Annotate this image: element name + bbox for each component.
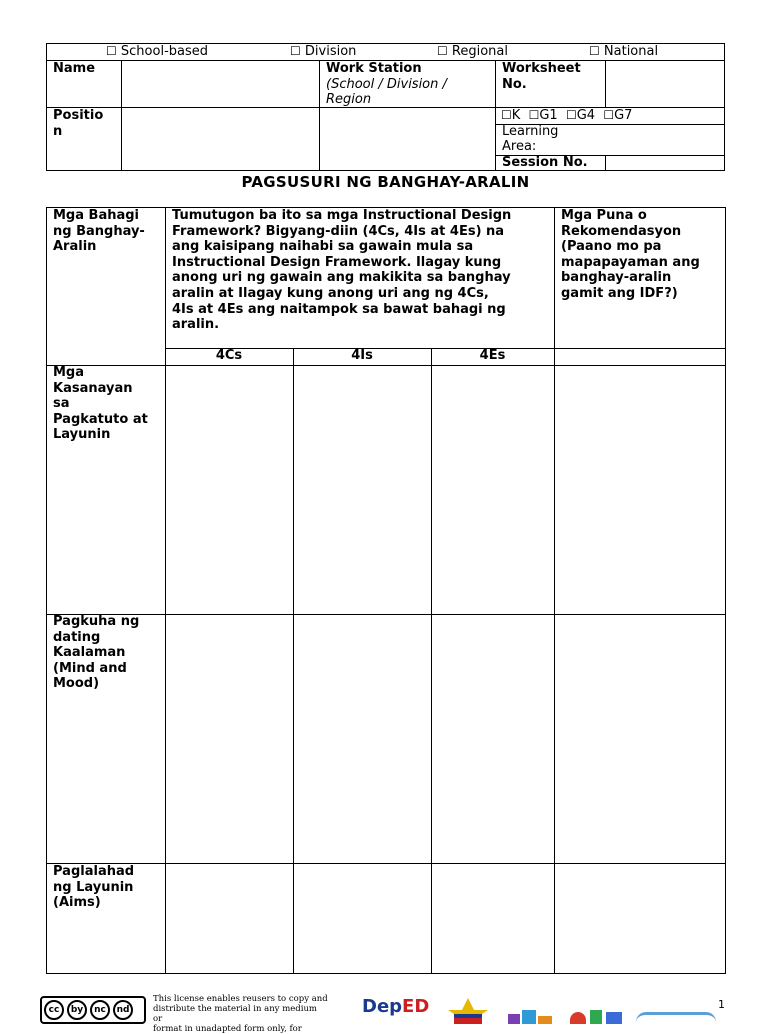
position-label: n — [53, 124, 63, 139]
workstation-hint: Region — [326, 92, 372, 107]
philippine-seal-icon — [440, 996, 496, 1024]
checkbox-icon[interactable]: ☐ — [501, 108, 512, 122]
learning-area-label: Learning — [502, 124, 559, 139]
header-divider — [121, 60, 122, 170]
checkbox-icon[interactable]: ☐ — [589, 44, 600, 58]
cc-icon: cc — [44, 1000, 64, 1020]
level-label: National — [603, 44, 659, 59]
checkbox-icon[interactable]: ☐ — [290, 44, 301, 58]
partner-logo — [508, 1008, 568, 1024]
cc-license-badge — [40, 996, 146, 1024]
level-option[interactable] — [437, 44, 508, 59]
license-text: This license enables reusers to copy and distribute the material in any medium or format in unadapted form only, for — [153, 994, 328, 1034]
row-label-pagkuha: Pagkuha ng dating Kaalaman (Mind and Mood) — [53, 614, 140, 692]
partner-logo — [636, 1010, 728, 1024]
header-divider — [605, 60, 606, 107]
level-option[interactable] — [106, 44, 208, 59]
grade-option[interactable]: ☐G4 — [565, 108, 596, 123]
table-divider — [554, 208, 555, 973]
header-divider — [605, 155, 606, 170]
level-option[interactable] — [290, 44, 356, 59]
partner-logo — [570, 1008, 630, 1024]
subheader-4cs: 4Cs — [215, 348, 243, 363]
subheader-4es: 4Es — [479, 348, 506, 363]
noderivatives-icon: nd — [113, 1000, 133, 1020]
subheader-4is: 4Is — [351, 348, 373, 363]
workstation-label: Work Station — [326, 61, 422, 76]
grade-options — [501, 108, 632, 123]
checkbox-icon[interactable]: ☐ — [528, 108, 540, 122]
level-label: Regional — [451, 44, 508, 59]
checkbox-icon[interactable]: ☐ — [603, 108, 615, 122]
page-number: 1 — [718, 998, 725, 1011]
learning-area-label: Area: — [502, 139, 537, 154]
table-divider — [293, 348, 294, 973]
attribution-icon: by — [67, 1000, 87, 1020]
checkbox-icon[interactable]: ☐ — [437, 44, 448, 58]
page-title: PAGSUSURI NG BANGHAY-ARALIN — [241, 173, 530, 191]
session-label: Session No. — [502, 155, 588, 170]
row-label-paglalahad: Paglalahad ng Layunin (Aims) — [53, 864, 135, 911]
level-label: Division — [304, 44, 357, 59]
table-divider — [165, 208, 166, 973]
position-label: Positio — [53, 108, 104, 123]
header-divider — [495, 60, 496, 170]
row-label-kasanayan: Mga Kasanayan sa Pagkatuto at Layunin — [53, 365, 148, 443]
checkbox-icon[interactable]: ☐ — [565, 108, 577, 122]
grade-option[interactable]: ☐G7 — [603, 108, 633, 123]
checkbox-icon[interactable]: ☐ — [106, 44, 117, 58]
level-option[interactable] — [589, 44, 658, 59]
column-header-remarks: Mga Puna o Rekomendasyon (Paano mo pa mapapayaman ang banghay-aralin gamit ang IDF?) — [561, 208, 700, 301]
page-footer — [0, 990, 768, 1034]
deped-logo: DepED — [362, 996, 430, 1017]
column-header-parts: Mga Bahagi ng Banghay- Aralin — [53, 208, 145, 255]
grade-option[interactable]: ☐K — [501, 108, 521, 123]
header-divider — [319, 60, 320, 170]
worksheet-label: No. — [502, 77, 527, 92]
noncommercial-icon: nc — [90, 1000, 110, 1020]
level-label: School-based — [120, 44, 208, 59]
name-label: Name — [53, 61, 96, 76]
instruction-text: Tumutugon ba ito sa mga Instructional Design Framework? Bigyang-diin (4Cs, 4Is at 4Es) na ang kaisipang naihabi sa gawain mula sa Instructional Design Framework. Ilagay kung anong uri ng gawain ang makikita sa banghay aralin at Ilagay kung anong uri ang ng 4Cs, 4Is at 4Es ang naitampok sa bawat bahagi ng aralin. — [172, 208, 512, 333]
table-divider — [431, 348, 432, 973]
workstation-hint: (School / Division / — [326, 77, 447, 92]
worksheet-label: Worksheet — [502, 61, 581, 76]
grade-option[interactable]: ☐G1 — [528, 108, 558, 123]
